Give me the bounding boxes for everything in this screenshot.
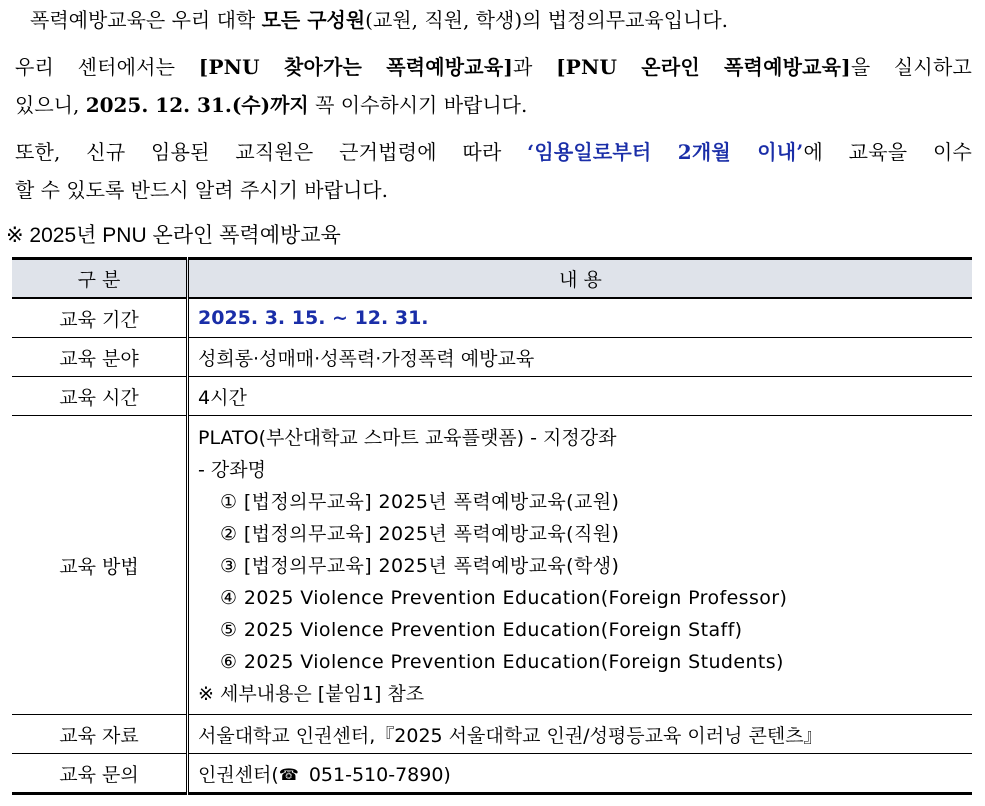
intro-p2-deadline: 2025. 12. 31.(수)까지 <box>85 93 309 117</box>
material-label: 교육 자료 <box>12 715 188 754</box>
intro-p2-text: 꼭 이수하시기 바랍니다. <box>308 93 528 117</box>
intro-p2-text: 있으니, <box>15 93 86 117</box>
field-value: 성희롱·성매매·성폭력·가정폭력 예방교육 <box>188 338 973 377</box>
material-value: 서울대학교 인권센터,『2025 서울대학교 인권/성평등교육 이러닝 콘텐츠』 <box>188 715 973 754</box>
phone-icon: ☎ <box>278 764 299 784</box>
contact-prefix: 인권센터( <box>198 763 279 786</box>
intro-p1-prefix: 폭력예방교육은 우리 대학 <box>30 8 262 32</box>
course-item-4: ④ 2025 Violence Prevention Education(Foreign Professor) <box>220 587 788 609</box>
intro-p1-line <box>30 4 728 36</box>
program-table <box>12 257 972 795</box>
method-course-heading: - 강좌명 <box>198 459 266 481</box>
course-item-6: ⑥ 2025 Violence Prevention Education(Foreign Students) <box>220 651 784 673</box>
intro-p2-text: 을 실시하고 <box>850 55 972 79</box>
table-header-content: 내 용 <box>188 259 973 299</box>
course-item-3: ③ [법정의무교육] 2025년 폭력예방교육(학생) <box>220 555 620 577</box>
intro-p3-deadline-highlight: ‘임용일로부터 2개월 이내’ <box>527 140 804 164</box>
method-label: 교육 방법 <box>12 416 188 715</box>
contact-value <box>188 754 973 794</box>
section-title: ※ 2025년 PNU 온라인 폭력예방교육 <box>6 224 341 247</box>
course-item-1: ① [법정의무교육] 2025년 폭력예방교육(교원) <box>220 491 620 513</box>
field-label: 교육 분야 <box>12 338 188 377</box>
course-item-2: ② [법정의무교육] 2025년 폭력예방교육(직원) <box>220 523 620 545</box>
intro-p1-suffix: (교원, 직원, 학생)의 법정의무교육입니다. <box>365 8 729 32</box>
intro-p2-text: 우리 센터에서는 <box>15 55 199 79</box>
intro-p2-text: 과 <box>513 55 557 79</box>
intro-p1-bold: 모든 구성원 <box>261 8 366 32</box>
contact-label: 교육 문의 <box>12 754 188 794</box>
intro-p3-line1 <box>15 136 972 168</box>
table-row-field <box>12 338 972 377</box>
period-value: 2025. 3. 15. ~ 12. 31. <box>198 307 429 329</box>
intro-p3-text: 또한, 신규 임용된 교직원은 근거법령에 따라 <box>15 140 528 164</box>
table-row-period <box>12 298 972 338</box>
hours-value: 4시간 <box>188 377 973 416</box>
table-row-hours <box>12 377 972 416</box>
course-item-5: ⑤ 2025 Violence Prevention Education(Foreign Staff) <box>220 619 743 641</box>
period-label: 교육 기간 <box>12 298 188 338</box>
table-row-contact <box>12 754 972 794</box>
table-header-category: 구 분 <box>12 259 188 299</box>
method-platform: PLATO(부산대학교 스마트 교육플랫폼) - 지정강좌 <box>198 427 617 449</box>
method-content <box>188 416 973 715</box>
intro-p2-bold-program1: [PNU 찾아가는 폭력예방교육] <box>198 55 514 79</box>
intro-p2-line1 <box>15 51 972 83</box>
table-row-material <box>12 715 972 754</box>
intro-p2-bold-program2: [PNU 온라인 폭력예방교육] <box>556 55 851 79</box>
table-row-method <box>12 416 972 715</box>
table-header-row <box>12 259 972 299</box>
intro-p3-text: 에 교육을 이수 <box>803 140 972 164</box>
intro-p2-line2 <box>15 89 527 121</box>
intro-p3-text: 할 수 있도록 반드시 알려 주시기 바랍니다. <box>15 178 388 202</box>
method-note: ※ 세부내용은 [붙임1] 참조 <box>198 683 425 705</box>
intro-p3-line2 <box>15 174 388 206</box>
contact-number: 051-510-7890) <box>302 763 451 786</box>
hours-label: 교육 시간 <box>12 377 188 416</box>
